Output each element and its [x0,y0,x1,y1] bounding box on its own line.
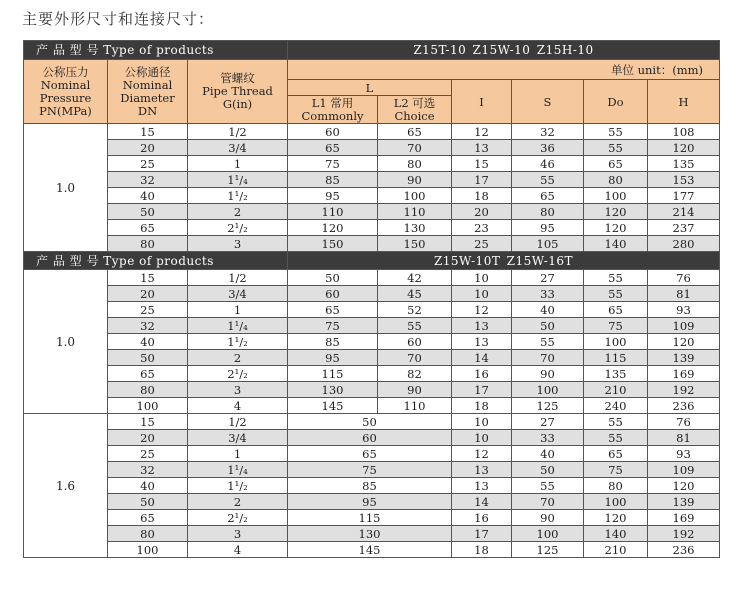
table-cell: 150 [378,236,452,252]
header-row [24,60,720,80]
header-S: S [512,80,584,124]
table-cell: 140 [584,526,648,542]
table-cell: 13 [452,318,512,334]
table-cell: 40 [108,478,188,494]
table-cell: 120 [648,478,720,494]
table-row [24,124,720,140]
table-cell: 10 [452,414,512,430]
table-cell: 135 [648,156,720,172]
header-Do: Do [584,80,648,124]
table-cell: 75 [288,462,452,478]
table-cell: 55 [512,172,584,188]
table-cell: 42 [378,270,452,286]
table-cell: 80 [512,204,584,220]
table-cell: 109 [648,318,720,334]
table-cell: 100 [584,494,648,510]
table-cell: 52 [378,302,452,318]
table-cell: 210 [584,382,648,398]
table-cell: 36 [512,140,584,156]
table-cell: 50 [512,462,584,478]
table-cell: 120 [648,140,720,156]
table-cell: 75 [584,462,648,478]
table-cell: 40 [108,334,188,350]
table-row [24,350,720,366]
table-cell: 70 [512,350,584,366]
table-cell: 50 [512,318,584,334]
table-cell: 120 [584,204,648,220]
table-cell: 15 [452,156,512,172]
table-cell: 17 [452,172,512,188]
table-cell: 81 [648,430,720,446]
table-row [24,462,720,478]
table-cell: 1/2 [188,414,288,430]
table-cell: 153 [648,172,720,188]
type-row [24,41,720,60]
table-cell: 100 [584,334,648,350]
table-cell: 95 [288,188,378,204]
table-cell: 13 [452,462,512,478]
table-cell: 95 [288,350,378,366]
table-cell: 1¹/₂ [188,478,288,494]
table-cell: 3/4 [188,430,288,446]
table-cell: 120 [288,220,378,236]
table-cell: 214 [648,204,720,220]
table-cell: 13 [452,140,512,156]
table-cell: 4 [188,398,288,414]
table-cell: 85 [288,172,378,188]
table-cell: 25 [108,302,188,318]
table-cell: 15 [108,124,188,140]
table-row [24,510,720,526]
header-dn: 公称通径 Nominal Diameter DN [108,60,188,124]
table-cell: 100 [584,188,648,204]
table-row [24,286,720,302]
table-cell: 65 [108,510,188,526]
model-names: Z15W-10T Z15W-16T [288,252,720,270]
table-cell: 32 [108,172,188,188]
header-H: H [648,80,720,124]
table-cell: 169 [648,510,720,526]
table-cell: 55 [584,414,648,430]
table-cell: 70 [378,350,452,366]
table-cell: 236 [648,542,720,558]
header-L: L [288,80,452,96]
table-cell: 70 [512,494,584,510]
table-cell: 15 [108,414,188,430]
table-cell: 55 [584,286,648,302]
table-cell: 95 [512,220,584,236]
table-cell: 4 [188,542,288,558]
table-cell: 1 [188,156,288,172]
table-cell: 1¹/₂ [188,334,288,350]
pn-value: 1.6 [24,414,108,558]
table-cell: 81 [648,286,720,302]
table-cell: 110 [378,204,452,220]
table-row [24,302,720,318]
table-cell: 12 [452,302,512,318]
table-cell: 76 [648,414,720,430]
table-cell: 55 [512,478,584,494]
table-cell: 10 [452,270,512,286]
table-cell: 70 [378,140,452,156]
table-cell: 1¹/₄ [188,172,288,188]
table-cell: 16 [452,510,512,526]
table-row [24,156,720,172]
table-row [24,382,720,398]
table-row [24,220,720,236]
table-cell: 125 [512,398,584,414]
table-cell: 65 [378,124,452,140]
table-cell: 2 [188,350,288,366]
table-cell: 65 [584,302,648,318]
table-row [24,494,720,510]
pn-value: 1.0 [24,124,108,252]
header-L1: L1 常用 Commonly [288,96,378,124]
table-cell: 240 [584,398,648,414]
table-cell: 1¹/₂ [188,188,288,204]
table-cell: 65 [108,220,188,236]
table-cell: 82 [378,366,452,382]
table-cell: 120 [584,510,648,526]
table-cell: 14 [452,494,512,510]
table-cell: 100 [512,526,584,542]
table-cell: 65 [288,140,378,156]
table-cell: 3/4 [188,140,288,156]
table-cell: 130 [288,526,452,542]
table-cell: 80 [108,526,188,542]
table-cell: 139 [648,494,720,510]
table-cell: 139 [648,350,720,366]
table-cell: 12 [452,446,512,462]
table-cell: 1¹/₄ [188,318,288,334]
table-cell: 80 [584,478,648,494]
table-cell: 3 [188,382,288,398]
table-cell: 115 [288,510,452,526]
table-cell: 130 [378,220,452,236]
table-row [24,414,720,430]
table-cell: 105 [512,236,584,252]
table-cell: 27 [512,414,584,430]
table-cell: 115 [584,350,648,366]
table-cell: 23 [452,220,512,236]
table-cell: 3 [188,526,288,542]
table-cell: 95 [288,494,452,510]
dimension-table [23,40,720,558]
table-cell: 12 [452,124,512,140]
table-cell: 90 [512,510,584,526]
table-cell: 76 [648,270,720,286]
table-cell: 2 [188,204,288,220]
table-cell: 75 [584,318,648,334]
table-cell: 18 [452,398,512,414]
table-cell: 93 [648,302,720,318]
table-cell: 25 [108,446,188,462]
table-cell: 50 [108,350,188,366]
type-label: 产 品 型 号 Type of products [24,41,288,60]
header-thread: 管螺纹 Pipe Thread G(in) [188,60,288,124]
table-cell: 1/2 [188,270,288,286]
table-row [24,398,720,414]
table-row [24,542,720,558]
table-cell: 120 [648,334,720,350]
table-cell: 177 [648,188,720,204]
table-cell: 145 [288,542,452,558]
table-cell: 45 [378,286,452,302]
table-cell: 210 [584,542,648,558]
table-cell: 3 [188,236,288,252]
table-cell: 17 [452,382,512,398]
table-cell: 65 [584,446,648,462]
table-row [24,204,720,220]
table-cell: 10 [452,430,512,446]
table-cell: 65 [512,188,584,204]
pn-value: 1.0 [24,270,108,414]
table-cell: 110 [378,398,452,414]
table-cell: 55 [584,140,648,156]
table-cell: 50 [108,494,188,510]
table-cell: 192 [648,382,720,398]
table-cell: 110 [288,204,378,220]
table-cell: 85 [288,334,378,350]
header-L2: L2 可选 Choice [378,96,452,124]
table-cell: 25 [452,236,512,252]
table-cell: 27 [512,270,584,286]
table-cell: 1/2 [188,124,288,140]
table-cell: 120 [584,220,648,236]
table-cell: 2¹/₂ [188,510,288,526]
table-cell: 3/4 [188,286,288,302]
table-cell: 40 [512,446,584,462]
table-cell: 55 [584,430,648,446]
table-cell: 20 [108,140,188,156]
table-cell: 60 [378,334,452,350]
table-row [24,318,720,334]
table-cell: 109 [648,462,720,478]
table-row [24,172,720,188]
table-cell: 135 [584,366,648,382]
table-cell: 125 [512,542,584,558]
table-cell: 140 [584,236,648,252]
table-row [24,334,720,350]
table-cell: 55 [584,124,648,140]
table-cell: 80 [584,172,648,188]
table-cell: 280 [648,236,720,252]
table-row [24,188,720,204]
table-cell: 55 [378,318,452,334]
table-cell: 18 [452,188,512,204]
table-cell: 40 [108,188,188,204]
table-cell: 108 [648,124,720,140]
table-cell: 237 [648,220,720,236]
table-cell: 14 [452,350,512,366]
table-cell: 10 [452,286,512,302]
table-cell: 2¹/₂ [188,220,288,236]
table-cell: 60 [288,286,378,302]
table-cell: 40 [512,302,584,318]
table-cell: 50 [108,204,188,220]
table-cell: 25 [108,156,188,172]
table-cell: 1¹/₄ [188,462,288,478]
table-cell: 20 [452,204,512,220]
type-label: 产 品 型 号 Type of products [24,252,288,270]
table-cell: 75 [288,156,378,172]
table-cell: 50 [288,414,452,430]
table-cell: 100 [512,382,584,398]
table-cell: 65 [288,302,378,318]
table-cell: 150 [288,236,378,252]
table-cell: 100 [378,188,452,204]
table-row [24,366,720,382]
table-row [24,446,720,462]
table-cell: 20 [108,430,188,446]
table-cell: 100 [108,398,188,414]
table-cell: 46 [512,156,584,172]
table-cell: 236 [648,398,720,414]
table-cell: 13 [452,478,512,494]
table-cell: 90 [378,382,452,398]
table-cell: 33 [512,286,584,302]
table-cell: 32 [108,462,188,478]
table-cell: 60 [288,430,452,446]
table-cell: 80 [378,156,452,172]
table-cell: 130 [288,382,378,398]
table-cell: 32 [512,124,584,140]
header-I: I [452,80,512,124]
table-cell: 13 [452,334,512,350]
model-names: Z15T-10 Z15W-10 Z15H-10 [288,41,720,60]
table-row [24,270,720,286]
table-cell: 90 [512,366,584,382]
table-cell: 2 [188,494,288,510]
table-cell: 115 [288,366,378,382]
table-row [24,140,720,156]
table-cell: 1 [188,446,288,462]
table-cell: 60 [288,124,378,140]
table-cell: 85 [288,478,452,494]
table-cell: 80 [108,236,188,252]
table-cell: 2¹/₂ [188,366,288,382]
table-cell: 16 [452,366,512,382]
table-cell: 20 [108,286,188,302]
table-cell: 1 [188,302,288,318]
table-cell: 32 [108,318,188,334]
table-cell: 100 [108,542,188,558]
table-cell: 65 [108,366,188,382]
table-cell: 65 [288,446,452,462]
table-cell: 50 [288,270,378,286]
table-cell: 192 [648,526,720,542]
table-row [24,430,720,446]
header-pn: 公称压力 Nominal Pressure PN(MPa) [24,60,108,124]
table-cell: 17 [452,526,512,542]
page-title: 主要外形尺寸和连接尺寸： [22,10,215,28]
table-cell: 169 [648,366,720,382]
table-cell: 90 [378,172,452,188]
table-cell: 55 [584,270,648,286]
table-cell: 55 [512,334,584,350]
unit-label: 单位 unit：(mm) [288,60,720,80]
table-cell: 15 [108,270,188,286]
table-cell: 93 [648,446,720,462]
table-cell: 145 [288,398,378,414]
table-cell: 18 [452,542,512,558]
table-row [24,478,720,494]
table-cell: 75 [288,318,378,334]
table-cell: 33 [512,430,584,446]
table-cell: 65 [584,156,648,172]
table-cell: 80 [108,382,188,398]
table-row [24,236,720,252]
table-row [24,526,720,542]
type-row [24,252,720,270]
